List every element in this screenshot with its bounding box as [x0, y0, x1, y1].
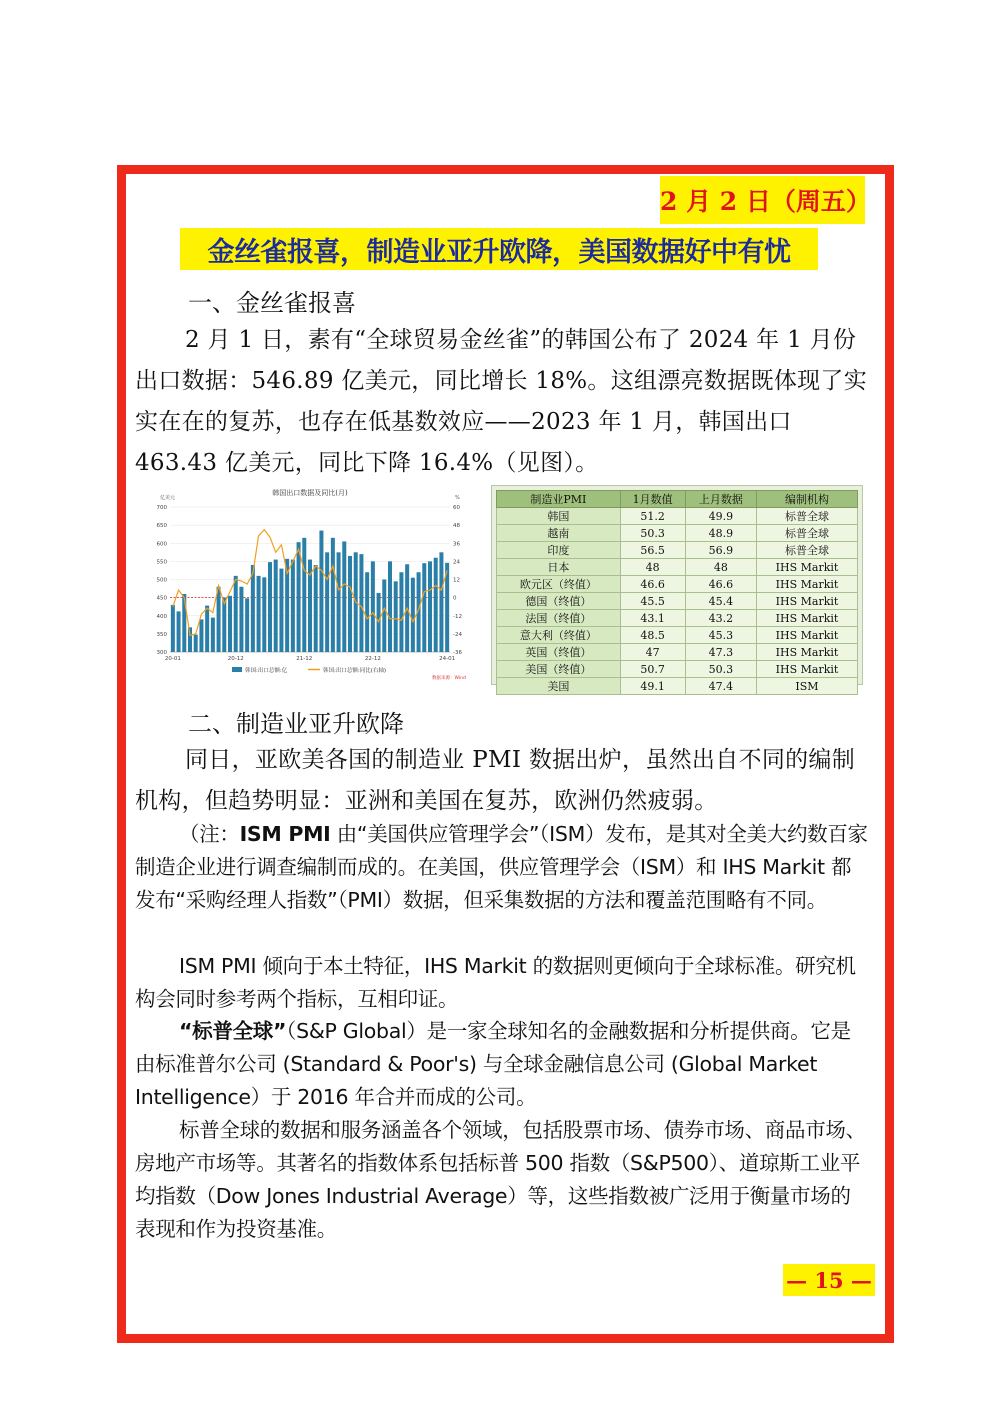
chart-bar	[188, 627, 192, 652]
pmi-cell: 48	[620, 559, 685, 576]
chart-bar	[348, 556, 352, 652]
pmi-table-header	[497, 491, 858, 508]
pmi-table-row	[497, 627, 858, 644]
chart-y2-tick-label: 60	[453, 505, 460, 511]
chart-bar	[194, 635, 198, 652]
pmi-cell: 标普全球	[757, 508, 858, 525]
note-paragraph-1	[135, 818, 870, 917]
chart-bar	[217, 587, 221, 652]
pmi-cell: IHS Markit	[757, 559, 858, 576]
chart-y-tick-label: 550	[156, 559, 167, 566]
note-paragraph-3	[135, 1015, 870, 1114]
chart-bar	[205, 606, 209, 652]
chart-bar	[211, 618, 215, 652]
chart-bar	[297, 542, 301, 652]
note-paragraph-2	[135, 950, 870, 1016]
chart-y2-tick-label: -24	[453, 631, 462, 638]
note-paragraph-4	[135, 1114, 870, 1246]
note-ism-vs-ihs: ISM PMI 倾向于本土特征，IHS Markit 的数据则更倾向于全球标准。研究机构会同时参考两个指标，互相印证。	[135, 954, 856, 1011]
pmi-cell: 意大利（终值）	[497, 627, 621, 644]
pmi-table-row	[497, 678, 858, 695]
chart-bar	[228, 596, 232, 652]
pmi-cell: 欧元区（终值）	[497, 576, 621, 593]
pmi-table-container	[491, 485, 863, 693]
pmi-cell: 标普全球	[757, 542, 858, 559]
chart-bar	[279, 569, 283, 652]
section-heading-2: 二、制造业亚升欧降	[188, 710, 404, 738]
chart-y2-tick-label: 36	[453, 541, 460, 548]
chart-bar	[394, 581, 398, 652]
chart-x-tick-label: 21-12	[296, 656, 313, 662]
pmi-cell: 48	[685, 559, 756, 576]
chart-bar	[239, 587, 243, 652]
date-badge: 2 月 2 日（周五）	[660, 176, 865, 224]
chart-bar	[234, 576, 238, 652]
chart-x-tick-label: 24-01	[439, 656, 456, 662]
chart-bar	[331, 538, 335, 652]
pmi-cell: 印度	[497, 542, 621, 559]
pmi-cell: 日本	[497, 559, 621, 576]
pmi-cell: 标普全球	[757, 525, 858, 542]
pmi-cell: IHS Markit	[757, 576, 858, 593]
chart-y-tick-label: 700	[156, 505, 167, 511]
chart-bar	[337, 552, 341, 652]
pmi-table-row	[497, 661, 858, 678]
pmi-cell: IHS Markit	[757, 661, 858, 678]
pmi-table-row	[497, 542, 858, 559]
note-sp-services: 标普全球的数据和服务涵盖各个领域，包括股票市场、债券市场、商品市场、房地产市场等。其著名的指数体系包括标普 500 指数（S&P500）、道琼斯工业平均指数（Dow Jones Industrial Average）等，这些指数被广泛用于衡量市场的表现和作为投资基准。	[135, 1118, 866, 1241]
pmi-cell: 51.2	[620, 508, 685, 525]
pmi-cell: 德国（终值）	[497, 593, 621, 610]
chart-bar	[314, 565, 318, 652]
pmi-table-row	[497, 593, 858, 610]
chart-bar	[182, 594, 186, 652]
pmi-table-row	[497, 525, 858, 542]
chart-bar	[439, 552, 443, 652]
note-ism-bold: ISM PMI	[239, 822, 331, 846]
pmi-table-row	[497, 559, 858, 576]
pmi-cell: 50.7	[620, 661, 685, 678]
chart-y2-axis-label: %	[455, 495, 460, 501]
pmi-cell: 美国	[497, 678, 621, 695]
pmi-cell: 46.6	[620, 576, 685, 593]
chart-y-tick-label: 600	[156, 541, 167, 548]
pmi-cell: 43.1	[620, 610, 685, 627]
pmi-table-row	[497, 508, 858, 525]
pmi-cell: 43.2	[685, 610, 756, 627]
chart-source-label: 数据来源：Wind	[432, 676, 466, 681]
pmi-table-row	[497, 644, 858, 661]
pmi-cell: 47.4	[685, 678, 756, 695]
pmi-cell: 英国（终值）	[497, 644, 621, 661]
pmi-header-cell: 上月数据	[685, 491, 756, 508]
pmi-header-cell: 制造业PMI	[497, 491, 621, 508]
pmi-cell: 49.9	[685, 508, 756, 525]
chart-y2-tick-label: 0	[453, 595, 457, 602]
chart-x-tick-label: 22-12	[364, 656, 381, 662]
pmi-header-cell: 编制机构	[757, 491, 858, 508]
pmi-cell: 法国（终值）	[497, 610, 621, 627]
pmi-cell: 50.3	[685, 661, 756, 678]
chart-bar	[428, 561, 432, 652]
chart-y2-tick-label: 24	[453, 559, 460, 566]
chart-bar	[199, 619, 203, 652]
chart-bar	[411, 578, 415, 652]
chart-bar	[388, 561, 392, 652]
chart-bar	[222, 598, 226, 652]
chart-bar	[171, 605, 175, 652]
chart-y-axis-label: 亿美元	[160, 495, 176, 501]
chart-y-tick-label: 300	[156, 650, 167, 656]
pmi-cell: IHS Markit	[757, 610, 858, 627]
pmi-cell: IHS Markit	[757, 593, 858, 610]
chart-bar	[302, 538, 306, 652]
pmi-cell: 45.4	[685, 593, 756, 610]
chart-bar	[319, 531, 323, 652]
chart-x-tick-label: 20-01	[164, 656, 181, 662]
chart-bar	[399, 572, 403, 652]
chart-bar	[434, 558, 438, 652]
section-paragraph-1: 2 月 1 日，素有“全球贸易金丝雀”的韩国公布了 2024 年 1 月份出口数据：546.89 亿美元，同比增长 18%。这组漂亮数据既体现了实实在在的复苏，也存在低基数效应——2023 年 1 月，韩国出口 463.43 亿美元，同比下降 16.4%（见图）。	[135, 327, 868, 476]
pmi-cell: 越南	[497, 525, 621, 542]
chart-x-tick-label: 20-12	[227, 656, 244, 662]
legend-bar-label: 韩国:出口总额:亿	[245, 668, 288, 674]
chart-y-tick-label: 450	[156, 595, 167, 602]
chart-y-tick-label: 400	[156, 613, 167, 620]
chart-title: 韩国出口数据及同比(月)	[272, 489, 348, 497]
chart-y-tick-label: 650	[156, 523, 167, 530]
chart-bar	[251, 565, 255, 652]
chart-bar	[274, 560, 278, 652]
chart-bar	[262, 577, 266, 652]
note-ism-text: 由“美国供应管理学会”（ISM）发布，是其对全美大约数百家制造企业进行调查编制而成的。在美国，供应管理学会（ISM）和 IHS Markit 都发布“采购经理人指数”（PMI）数据，但采集数据的方法和覆盖范围略有不同。	[135, 822, 868, 912]
chart-svg	[150, 487, 470, 685]
pmi-cell: 韩国	[497, 508, 621, 525]
pmi-cell: IHS Markit	[757, 627, 858, 644]
chart-bar	[342, 541, 346, 652]
note-prefix: （注：	[179, 822, 240, 846]
chart-y2-tick-label: 48	[453, 523, 460, 530]
chart-bar	[325, 552, 329, 652]
section-paragraph-2: 同日，亚欧美各国的制造业 PMI 数据出炉，虽然出自不同的编制机构，但趋势明显：亚洲和美国在复苏，欧洲仍然疲弱。	[135, 747, 856, 814]
pmi-cell: 45.5	[620, 593, 685, 610]
pmi-cell: IHS Markit	[757, 644, 858, 661]
note-sp-text: （S&P Global）是一家全球知名的金融数据和分析提供商。它是由标准普尔公司 (Standard & Poor's) 与全球金融信息公司 (Global Market Intelligence）于 2016 年合并而成的公司。	[135, 1019, 851, 1109]
chart-y2-tick-label: 12	[453, 577, 460, 584]
chart-bar	[245, 598, 249, 652]
pmi-cell: 47.3	[685, 644, 756, 661]
chart-y-tick-label: 500	[156, 577, 167, 584]
pmi-cell: 50.3	[620, 525, 685, 542]
pmi-cell: 48.9	[685, 525, 756, 542]
pmi-cell: 56.9	[685, 542, 756, 559]
legend-line-label: 韩国:出口总额:同比(右轴)	[323, 668, 386, 674]
legend-bar-swatch	[232, 667, 242, 672]
pmi-table-row	[497, 610, 858, 627]
chart-bar	[291, 560, 295, 652]
chart-bar	[382, 580, 386, 653]
chart-bar	[257, 576, 261, 652]
chart-y2-tick-label: -12	[453, 613, 462, 620]
note-sp-bold: “标普全球”	[179, 1019, 287, 1043]
pmi-table-row	[497, 576, 858, 593]
pmi-cell: ISM	[757, 678, 858, 695]
pmi-header-cell: 1月数值	[620, 491, 685, 508]
chart-bar	[371, 561, 375, 652]
pmi-table	[496, 490, 858, 695]
pmi-cell: 48.5	[620, 627, 685, 644]
chart-bar	[422, 563, 426, 652]
chart-bar	[177, 611, 181, 652]
chart-bar	[359, 554, 363, 652]
pmi-cell: 56.5	[620, 542, 685, 559]
pmi-cell: 45.3	[685, 627, 756, 644]
pmi-cell: 47	[620, 644, 685, 661]
pmi-cell: 49.1	[620, 678, 685, 695]
pmi-cell: 美国（终值）	[497, 661, 621, 678]
page-number: — 15 —	[783, 1264, 875, 1296]
article-title: 金丝雀报喜，制造业亚升欧降，美国数据好中有忧	[180, 228, 818, 270]
korea-export-chart	[150, 487, 470, 685]
pmi-cell: 46.6	[685, 576, 756, 593]
chart-bar	[268, 562, 272, 652]
chart-y2-tick-label: -36	[453, 650, 462, 656]
section-heading-1: 一、金丝雀报喜	[188, 289, 356, 317]
chart-bar	[365, 572, 369, 652]
chart-y-tick-label: 350	[156, 631, 167, 638]
